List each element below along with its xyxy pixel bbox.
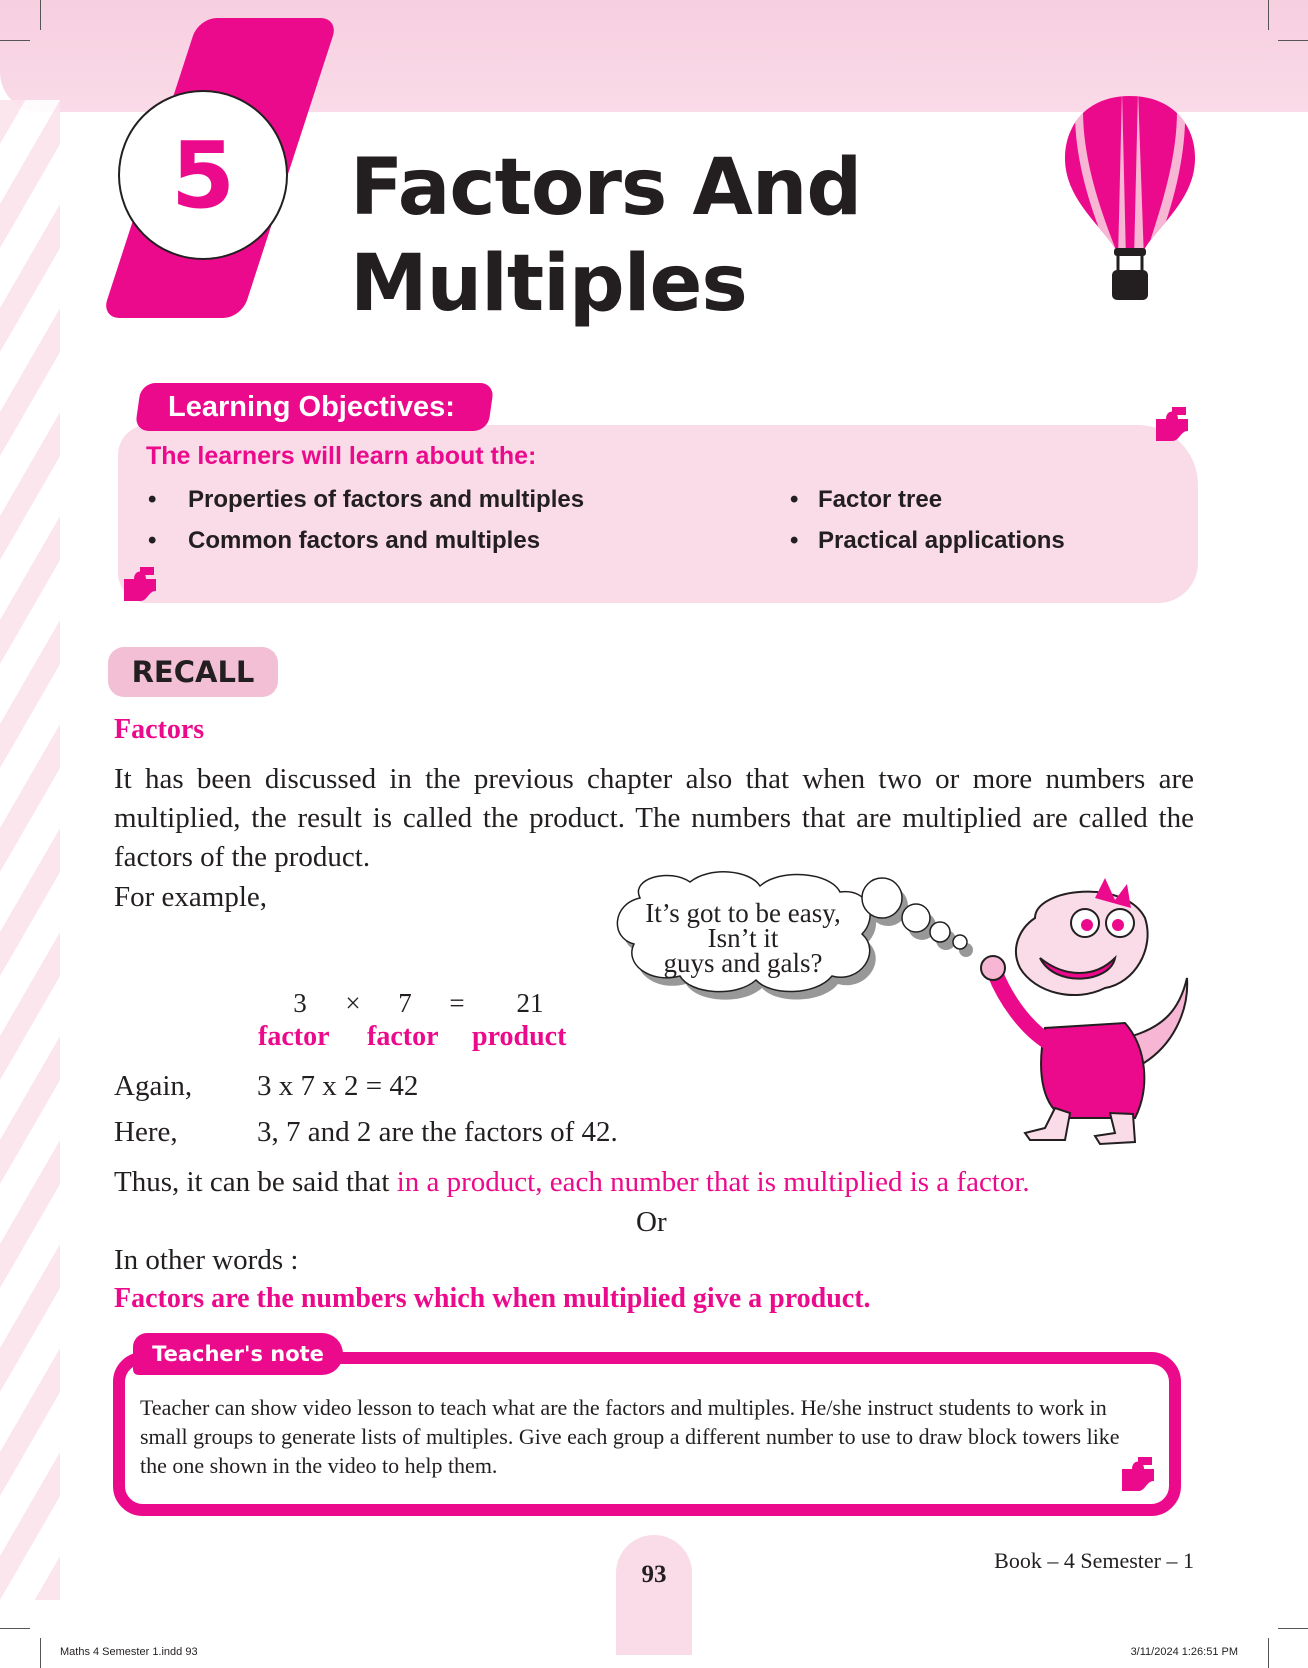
crop-mark <box>1268 0 1269 30</box>
again-equation: 3 x 7 x 2 = 42 <box>257 1070 419 1102</box>
thus-plain-text: Thus, it can be said that <box>114 1166 397 1198</box>
objective-label: Common factors and multiples <box>188 527 541 554</box>
thus-highlight-text: in a product, each number that is multiplied is a factor. <box>396 1166 1030 1198</box>
objective-item <box>790 527 1065 555</box>
factor-definition: Factors are the numbers which when multiplied give a product. <box>114 1283 871 1314</box>
recall-tag: RECALL <box>108 647 278 697</box>
or-text: Or <box>636 1206 667 1238</box>
teachers-note-text: Teacher can show video lesson to teach what are the factors and multiples. He/she instruct students to work in small groups to generate lists of multiples. Give each group a different number to use to draw block towers like the one shown in the video to help them. <box>140 1395 1120 1478</box>
equation-label-product: product <box>472 1021 567 1052</box>
bullet-icon: • <box>148 486 157 513</box>
bullet-icon: • <box>790 527 799 554</box>
left-stripe-decoration <box>0 100 60 1600</box>
here-text: 3, 7 and 2 are the factors of 42. <box>257 1116 618 1148</box>
learning-objectives-intro: The learners will learn about the: <box>146 442 537 470</box>
objective-item <box>790 486 942 514</box>
crop-mark <box>0 1628 30 1629</box>
chapter-title: Factors And Multiples <box>350 143 862 329</box>
here-label: Here, <box>114 1116 178 1148</box>
puzzle-piece-icon <box>1152 405 1192 445</box>
equation-times-sign: × <box>345 988 361 1018</box>
page-number-tab <box>616 1535 692 1655</box>
objective-label: Factor tree <box>818 486 943 513</box>
equation-equals-sign: = <box>449 988 465 1018</box>
bubble-line: guys and gals? <box>663 948 823 978</box>
bubble-line: It’s got to be easy, <box>645 898 841 928</box>
intro-paragraph: It has been discussed in the previous chapter also that when two or more numbers are multiplied, the result is called the product. The numbers that are multiplied are called the factors of the product. <box>114 763 1194 873</box>
print-slug-date: 3/11/2024 1:26:51 PM <box>1130 1646 1238 1658</box>
for-example-text: For example, <box>114 881 268 913</box>
equation-factor-a: 3 <box>293 988 307 1018</box>
crop-mark <box>40 0 41 30</box>
thus-sentence <box>114 1166 1030 1199</box>
bullet-icon: • <box>148 527 157 554</box>
crop-mark <box>1268 1638 1269 1668</box>
thought-bubble-text <box>618 898 868 978</box>
equation-product: 21 <box>516 988 544 1018</box>
objective-item <box>148 486 584 514</box>
dinosaur-mascot-illustration <box>975 878 1195 1148</box>
objective-label: Properties of factors and multiples <box>188 486 585 513</box>
crop-mark <box>40 1638 41 1668</box>
objective-label: Practical applications <box>818 527 1065 554</box>
bubble-line: Isn’t it <box>707 923 779 953</box>
puzzle-piece-icon <box>1118 1455 1158 1495</box>
bullet-icon: • <box>790 486 799 513</box>
again-label: Again, <box>114 1070 193 1102</box>
puzzle-piece-icon <box>120 565 160 605</box>
page-number: 93 <box>641 1561 667 1588</box>
print-slug-file: Maths 4 Semester 1.indd 93 <box>60 1646 198 1658</box>
crop-mark <box>1278 1628 1308 1629</box>
teachers-note-tag: Teacher's note <box>133 1333 343 1375</box>
learning-objectives-tag: Learning Objectives: <box>135 383 495 431</box>
objective-item <box>148 527 540 555</box>
equation-factor-b: 7 <box>398 988 412 1018</box>
crop-mark <box>0 40 30 41</box>
chapter-number: 5 <box>118 90 288 260</box>
section-heading: Factors <box>114 714 205 745</box>
crop-mark <box>1278 40 1308 41</box>
book-info: Book – 4 Semester – 1 <box>994 1548 1194 1573</box>
equation-label-factor: factor <box>367 1021 439 1052</box>
hot-air-balloon-icon <box>1060 90 1200 310</box>
equation-label-factor: factor <box>258 1021 330 1052</box>
other-words-text: In other words : <box>114 1244 299 1276</box>
